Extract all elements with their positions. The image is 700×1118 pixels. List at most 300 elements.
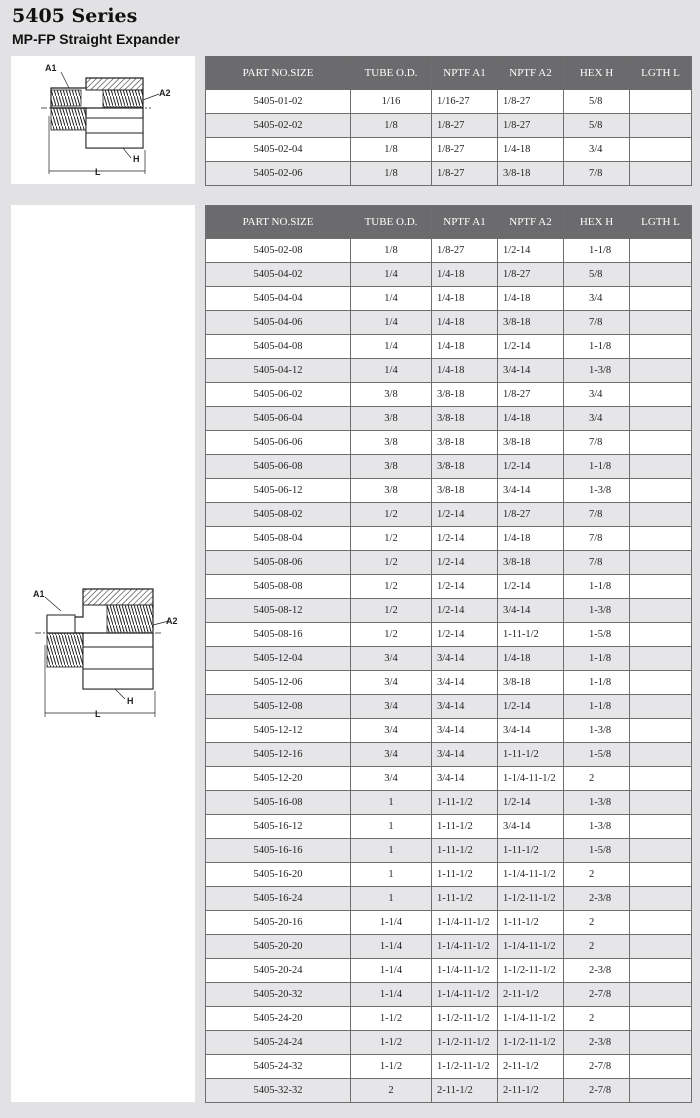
cell-part-no: 5405-02-04 — [206, 138, 351, 162]
cell-part-no: 5405-02-02 — [206, 114, 351, 138]
cell-nptf-a2: 1/8-27 — [498, 114, 564, 138]
cell-hex-h: 1-3/8 — [564, 815, 630, 839]
cell-hex-h: 7/8 — [564, 527, 630, 551]
cell-tube-od: 1 — [351, 887, 432, 911]
cell-part-no: 5405-32-32 — [206, 1079, 351, 1103]
cell-nptf-a1: 1/8-27 — [432, 114, 498, 138]
cell-hex-h: 1-1/8 — [564, 239, 630, 263]
cell-lgth-l — [630, 959, 692, 983]
col-nptf-a1: NPTF A1 — [432, 57, 498, 90]
cell-hex-h: 2-3/8 — [564, 1031, 630, 1055]
cell-nptf-a2: 3/8-18 — [498, 162, 564, 186]
col-nptf-a2: NPTF A2 — [498, 57, 564, 90]
spec-table-1 — [205, 56, 692, 186]
cell-hex-h: 1-1/8 — [564, 335, 630, 359]
cell-nptf-a2: 1/8-27 — [498, 90, 564, 114]
cell-hex-h: 1-1/8 — [564, 647, 630, 671]
cell-tube-od: 3/4 — [351, 695, 432, 719]
cell-lgth-l — [630, 311, 692, 335]
cell-tube-od: 3/8 — [351, 383, 432, 407]
cell-hex-h: 1-1/8 — [564, 695, 630, 719]
cell-part-no: 5405-12-06 — [206, 671, 351, 695]
cell-part-no: 5405-01-02 — [206, 90, 351, 114]
table-row — [206, 263, 692, 287]
table-row — [206, 407, 692, 431]
cell-lgth-l — [630, 1055, 692, 1079]
cell-lgth-l — [630, 431, 692, 455]
cell-nptf-a1: 3/4-14 — [432, 671, 498, 695]
table-row — [206, 839, 692, 863]
label-a2-large: A2 — [166, 616, 178, 626]
table-row — [206, 863, 692, 887]
cell-tube-od: 1-1/2 — [351, 1007, 432, 1031]
cell-lgth-l — [630, 263, 692, 287]
cell-hex-h: 1-1/8 — [564, 575, 630, 599]
cell-part-no: 5405-06-08 — [206, 455, 351, 479]
cell-part-no: 5405-20-24 — [206, 959, 351, 983]
cell-part-no: 5405-02-06 — [206, 162, 351, 186]
cell-nptf-a1: 1-1/4-11-1/2 — [432, 983, 498, 1007]
cell-nptf-a1: 1-11-1/2 — [432, 887, 498, 911]
label-a1: A1 — [45, 63, 57, 73]
cell-nptf-a2: 1/2-14 — [498, 791, 564, 815]
cell-lgth-l — [630, 1079, 692, 1103]
label-h-large: H — [127, 696, 134, 706]
cell-nptf-a1: 1/2-14 — [432, 551, 498, 575]
cell-nptf-a1: 3/4-14 — [432, 647, 498, 671]
cell-nptf-a2: 1/4-18 — [498, 407, 564, 431]
table-row — [206, 791, 692, 815]
cell-nptf-a2: 3/8-18 — [498, 671, 564, 695]
table-row — [206, 887, 692, 911]
table-row — [206, 1031, 692, 1055]
col-nptf-a1: NPTF A1 — [432, 206, 498, 239]
cell-lgth-l — [630, 743, 692, 767]
cell-nptf-a1: 1-1/4-11-1/2 — [432, 911, 498, 935]
spec-table-2 — [205, 205, 692, 1103]
cell-part-no: 5405-16-12 — [206, 815, 351, 839]
cell-nptf-a2: 2-11-1/2 — [498, 1055, 564, 1079]
cell-part-no: 5405-12-08 — [206, 695, 351, 719]
cell-lgth-l — [630, 623, 692, 647]
cell-lgth-l — [630, 335, 692, 359]
page-subtitle: MP-FP Straight Expander — [12, 31, 180, 47]
table-row — [206, 671, 692, 695]
cell-part-no: 5405-08-02 — [206, 503, 351, 527]
cell-nptf-a2: 1/2-14 — [498, 575, 564, 599]
cell-hex-h: 3/4 — [564, 383, 630, 407]
cell-tube-od: 1 — [351, 863, 432, 887]
page-title: 5405 Series — [12, 5, 138, 27]
table-row — [206, 239, 692, 263]
cell-lgth-l — [630, 1007, 692, 1031]
fitting-drawing-large — [11, 205, 195, 1102]
cell-nptf-a1: 1/8-27 — [432, 162, 498, 186]
fitting-diagram-small — [11, 56, 195, 184]
cell-nptf-a2: 1-11-1/2 — [498, 839, 564, 863]
table-row — [206, 138, 692, 162]
cell-nptf-a1: 1-11-1/2 — [432, 863, 498, 887]
label-h: H — [133, 154, 140, 164]
cell-nptf-a2: 1/8-27 — [498, 503, 564, 527]
cell-hex-h: 1-1/8 — [564, 671, 630, 695]
cell-part-no: 5405-04-08 — [206, 335, 351, 359]
cell-hex-h: 2-7/8 — [564, 1055, 630, 1079]
table-row — [206, 623, 692, 647]
table-row — [206, 959, 692, 983]
cell-part-no: 5405-04-06 — [206, 311, 351, 335]
table-row — [206, 767, 692, 791]
table-row — [206, 1055, 692, 1079]
table-row — [206, 114, 692, 138]
cell-nptf-a2: 1/2-14 — [498, 695, 564, 719]
cell-nptf-a1: 1-1/2-11-1/2 — [432, 1007, 498, 1031]
cell-lgth-l — [630, 1031, 692, 1055]
cell-lgth-l — [630, 671, 692, 695]
cell-hex-h: 1-5/8 — [564, 743, 630, 767]
table-header-row — [206, 57, 692, 90]
cell-part-no: 5405-06-06 — [206, 431, 351, 455]
cell-part-no: 5405-24-32 — [206, 1055, 351, 1079]
cell-part-no: 5405-06-02 — [206, 383, 351, 407]
cell-nptf-a1: 1/4-18 — [432, 263, 498, 287]
cell-tube-od: 1/4 — [351, 335, 432, 359]
table-row — [206, 311, 692, 335]
table-row — [206, 287, 692, 311]
table-row — [206, 1079, 692, 1103]
cell-hex-h: 7/8 — [564, 503, 630, 527]
cell-part-no: 5405-06-12 — [206, 479, 351, 503]
cell-tube-od: 1 — [351, 815, 432, 839]
cell-nptf-a2: 1-1/4-11-1/2 — [498, 863, 564, 887]
cell-nptf-a2: 1-1/2-11-1/2 — [498, 959, 564, 983]
cell-nptf-a1: 3/8-18 — [432, 407, 498, 431]
cell-lgth-l — [630, 599, 692, 623]
cell-hex-h: 2 — [564, 911, 630, 935]
cell-hex-h: 7/8 — [564, 551, 630, 575]
cell-nptf-a1: 1/8-27 — [432, 239, 498, 263]
cell-nptf-a1: 1-11-1/2 — [432, 815, 498, 839]
cell-hex-h: 2-7/8 — [564, 1079, 630, 1103]
table-row — [206, 935, 692, 959]
cell-tube-od: 1 — [351, 791, 432, 815]
cell-part-no: 5405-16-24 — [206, 887, 351, 911]
table-row — [206, 983, 692, 1007]
cell-tube-od: 1/2 — [351, 503, 432, 527]
table-row — [206, 455, 692, 479]
cell-part-no: 5405-04-02 — [206, 263, 351, 287]
cell-nptf-a2: 1/4-18 — [498, 527, 564, 551]
cell-tube-od: 3/8 — [351, 407, 432, 431]
cell-lgth-l — [630, 287, 692, 311]
cell-part-no: 5405-20-16 — [206, 911, 351, 935]
cell-nptf-a2: 3/4-14 — [498, 479, 564, 503]
table-row — [206, 527, 692, 551]
cell-lgth-l — [630, 695, 692, 719]
cell-lgth-l — [630, 455, 692, 479]
cell-tube-od: 1/2 — [351, 599, 432, 623]
label-a2: A2 — [159, 88, 171, 98]
cell-hex-h: 2-3/8 — [564, 959, 630, 983]
cell-tube-od: 3/4 — [351, 647, 432, 671]
cell-nptf-a2: 1/8-27 — [498, 383, 564, 407]
cell-part-no: 5405-08-04 — [206, 527, 351, 551]
cell-lgth-l — [630, 162, 692, 186]
col-nptf-a2: NPTF A2 — [498, 206, 564, 239]
cell-lgth-l — [630, 551, 692, 575]
fitting-diagram-large — [11, 205, 195, 1102]
cell-part-no: 5405-24-24 — [206, 1031, 351, 1055]
table-row — [206, 551, 692, 575]
cell-hex-h: 2 — [564, 935, 630, 959]
cell-tube-od: 2 — [351, 1079, 432, 1103]
cell-tube-od: 1/8 — [351, 138, 432, 162]
cell-nptf-a1: 1-1/4-11-1/2 — [432, 935, 498, 959]
cell-nptf-a2: 2-11-1/2 — [498, 1079, 564, 1103]
cell-tube-od: 1/2 — [351, 575, 432, 599]
table-row — [206, 719, 692, 743]
cell-nptf-a2: 1-11-1/2 — [498, 743, 564, 767]
cell-tube-od: 1 — [351, 839, 432, 863]
cell-lgth-l — [630, 647, 692, 671]
cell-tube-od: 1/2 — [351, 527, 432, 551]
cell-tube-od: 1/8 — [351, 162, 432, 186]
cell-nptf-a2: 3/8-18 — [498, 311, 564, 335]
cell-part-no: 5405-16-20 — [206, 863, 351, 887]
cell-lgth-l — [630, 90, 692, 114]
col-hex-h: HEX H — [564, 57, 630, 90]
cell-nptf-a2: 1-1/2-11-1/2 — [498, 1031, 564, 1055]
cell-part-no: 5405-12-12 — [206, 719, 351, 743]
cell-nptf-a1: 1/4-18 — [432, 287, 498, 311]
cell-part-no: 5405-04-04 — [206, 287, 351, 311]
cell-nptf-a1: 3/8-18 — [432, 455, 498, 479]
cell-hex-h: 7/8 — [564, 311, 630, 335]
cell-lgth-l — [630, 479, 692, 503]
cell-nptf-a1: 1-1/2-11-1/2 — [432, 1031, 498, 1055]
cell-tube-od: 1/4 — [351, 311, 432, 335]
cell-hex-h: 1-5/8 — [564, 839, 630, 863]
table-row — [206, 479, 692, 503]
cell-lgth-l — [630, 911, 692, 935]
label-l: L — [95, 167, 101, 177]
cell-hex-h: 1-3/8 — [564, 719, 630, 743]
cell-tube-od: 1-1/4 — [351, 959, 432, 983]
cell-hex-h: 1-3/8 — [564, 791, 630, 815]
table-row — [206, 743, 692, 767]
cell-tube-od: 3/8 — [351, 455, 432, 479]
cell-nptf-a2: 1-11-1/2 — [498, 623, 564, 647]
cell-nptf-a2: 1-1/4-11-1/2 — [498, 1007, 564, 1031]
cell-nptf-a1: 1/8-27 — [432, 138, 498, 162]
label-a1-large: A1 — [33, 589, 45, 599]
col-lgth-l: LGTH L — [630, 206, 692, 239]
cell-nptf-a1: 1-11-1/2 — [432, 839, 498, 863]
cell-lgth-l — [630, 791, 692, 815]
table-row — [206, 1007, 692, 1031]
cell-hex-h: 2 — [564, 1007, 630, 1031]
cell-part-no: 5405-06-04 — [206, 407, 351, 431]
cell-tube-od: 1-1/4 — [351, 911, 432, 935]
cell-nptf-a2: 1/4-18 — [498, 287, 564, 311]
cell-part-no: 5405-08-08 — [206, 575, 351, 599]
table-row — [206, 90, 692, 114]
col-tube-od: TUBE O.D. — [351, 206, 432, 239]
cell-nptf-a2: 1-1/4-11-1/2 — [498, 767, 564, 791]
cell-part-no: 5405-08-16 — [206, 623, 351, 647]
cell-nptf-a2: 3/8-18 — [498, 551, 564, 575]
cell-tube-od: 1-1/2 — [351, 1055, 432, 1079]
cell-part-no: 5405-08-12 — [206, 599, 351, 623]
cell-lgth-l — [630, 767, 692, 791]
cell-lgth-l — [630, 383, 692, 407]
cell-nptf-a1: 1/2-14 — [432, 623, 498, 647]
cell-nptf-a1: 1/2-14 — [432, 503, 498, 527]
cell-hex-h: 5/8 — [564, 263, 630, 287]
cell-tube-od: 1-1/4 — [351, 935, 432, 959]
cell-hex-h: 1-1/8 — [564, 455, 630, 479]
cell-nptf-a1: 3/4-14 — [432, 767, 498, 791]
cell-lgth-l — [630, 983, 692, 1007]
cell-tube-od: 3/4 — [351, 767, 432, 791]
cell-tube-od: 3/8 — [351, 431, 432, 455]
table-row — [206, 162, 692, 186]
cell-part-no: 5405-12-16 — [206, 743, 351, 767]
cell-hex-h: 3/4 — [564, 287, 630, 311]
cell-part-no: 5405-12-04 — [206, 647, 351, 671]
cell-hex-h: 5/8 — [564, 90, 630, 114]
cell-part-no: 5405-16-16 — [206, 839, 351, 863]
cell-nptf-a2: 1/2-14 — [498, 239, 564, 263]
cell-lgth-l — [630, 935, 692, 959]
cell-part-no: 5405-24-20 — [206, 1007, 351, 1031]
cell-lgth-l — [630, 719, 692, 743]
label-l-large: L — [95, 709, 101, 719]
cell-lgth-l — [630, 114, 692, 138]
table-row — [206, 647, 692, 671]
cell-nptf-a1: 1/2-14 — [432, 599, 498, 623]
cell-hex-h: 2-3/8 — [564, 887, 630, 911]
table-row — [206, 815, 692, 839]
cell-tube-od: 3/4 — [351, 743, 432, 767]
fitting-drawing-small — [11, 56, 195, 184]
cell-tube-od: 1-1/4 — [351, 983, 432, 1007]
col-lgth-l: LGTH L — [630, 57, 692, 90]
col-part-no: PART NO.SIZE — [206, 206, 351, 239]
cell-lgth-l — [630, 527, 692, 551]
table-row — [206, 383, 692, 407]
cell-nptf-a1: 1/4-18 — [432, 359, 498, 383]
cell-lgth-l — [630, 407, 692, 431]
cell-hex-h: 7/8 — [564, 431, 630, 455]
cell-part-no: 5405-20-20 — [206, 935, 351, 959]
cell-part-no: 5405-02-08 — [206, 239, 351, 263]
table-row — [206, 575, 692, 599]
cell-hex-h: 2 — [564, 767, 630, 791]
col-tube-od: TUBE O.D. — [351, 57, 432, 90]
cell-tube-od: 1/2 — [351, 551, 432, 575]
cell-nptf-a1: 1/2-14 — [432, 575, 498, 599]
cell-nptf-a2: 3/8-18 — [498, 431, 564, 455]
cell-part-no: 5405-08-06 — [206, 551, 351, 575]
table-row — [206, 359, 692, 383]
cell-nptf-a2: 1-11-1/2 — [498, 911, 564, 935]
cell-tube-od: 3/4 — [351, 719, 432, 743]
cell-nptf-a2: 1/2-14 — [498, 335, 564, 359]
cell-hex-h: 5/8 — [564, 114, 630, 138]
cell-nptf-a1: 3/4-14 — [432, 719, 498, 743]
cell-tube-od: 1/4 — [351, 263, 432, 287]
cell-tube-od: 1-1/2 — [351, 1031, 432, 1055]
cell-nptf-a1: 2-11-1/2 — [432, 1079, 498, 1103]
cell-nptf-a1: 3/8-18 — [432, 479, 498, 503]
cell-hex-h: 1-3/8 — [564, 359, 630, 383]
cell-nptf-a1: 1/16-27 — [432, 90, 498, 114]
table-row — [206, 431, 692, 455]
cell-hex-h: 3/4 — [564, 407, 630, 431]
cell-part-no: 5405-20-32 — [206, 983, 351, 1007]
cell-hex-h: 1-3/8 — [564, 599, 630, 623]
table-row — [206, 503, 692, 527]
cell-nptf-a1: 3/4-14 — [432, 695, 498, 719]
cell-nptf-a2: 1/4-18 — [498, 647, 564, 671]
cell-nptf-a1: 1-1/4-11-1/2 — [432, 959, 498, 983]
cell-nptf-a1: 3/8-18 — [432, 383, 498, 407]
cell-lgth-l — [630, 138, 692, 162]
cell-nptf-a1: 1/4-18 — [432, 311, 498, 335]
table-row — [206, 911, 692, 935]
cell-nptf-a2: 3/4-14 — [498, 719, 564, 743]
cell-lgth-l — [630, 239, 692, 263]
cell-lgth-l — [630, 575, 692, 599]
cell-nptf-a2: 3/4-14 — [498, 599, 564, 623]
cell-hex-h: 2-7/8 — [564, 983, 630, 1007]
cell-lgth-l — [630, 503, 692, 527]
cell-tube-od: 1/8 — [351, 239, 432, 263]
cell-nptf-a2: 1-1/4-11-1/2 — [498, 935, 564, 959]
cell-nptf-a2: 3/4-14 — [498, 815, 564, 839]
cell-part-no: 5405-12-20 — [206, 767, 351, 791]
cell-nptf-a2: 1/4-18 — [498, 138, 564, 162]
cell-lgth-l — [630, 815, 692, 839]
table-row — [206, 335, 692, 359]
cell-tube-od: 1/4 — [351, 287, 432, 311]
cell-nptf-a2: 1/8-27 — [498, 263, 564, 287]
cell-hex-h: 7/8 — [564, 162, 630, 186]
table-row — [206, 599, 692, 623]
cell-tube-od: 1/2 — [351, 623, 432, 647]
cell-tube-od: 3/4 — [351, 671, 432, 695]
table-row — [206, 695, 692, 719]
cell-nptf-a2: 3/4-14 — [498, 359, 564, 383]
cell-hex-h: 1-3/8 — [564, 479, 630, 503]
table-header-row — [206, 206, 692, 239]
cell-tube-od: 1/4 — [351, 359, 432, 383]
cell-nptf-a2: 1/2-14 — [498, 455, 564, 479]
cell-nptf-a1: 3/8-18 — [432, 431, 498, 455]
col-hex-h: HEX H — [564, 206, 630, 239]
cell-lgth-l — [630, 839, 692, 863]
cell-nptf-a2: 2-11-1/2 — [498, 983, 564, 1007]
cell-nptf-a1: 1/2-14 — [432, 527, 498, 551]
cell-nptf-a1: 3/4-14 — [432, 743, 498, 767]
cell-lgth-l — [630, 887, 692, 911]
cell-hex-h: 2 — [564, 863, 630, 887]
cell-hex-h: 3/4 — [564, 138, 630, 162]
cell-nptf-a1: 1-11-1/2 — [432, 791, 498, 815]
cell-tube-od: 1/16 — [351, 90, 432, 114]
cell-nptf-a2: 1-1/2-11-1/2 — [498, 887, 564, 911]
